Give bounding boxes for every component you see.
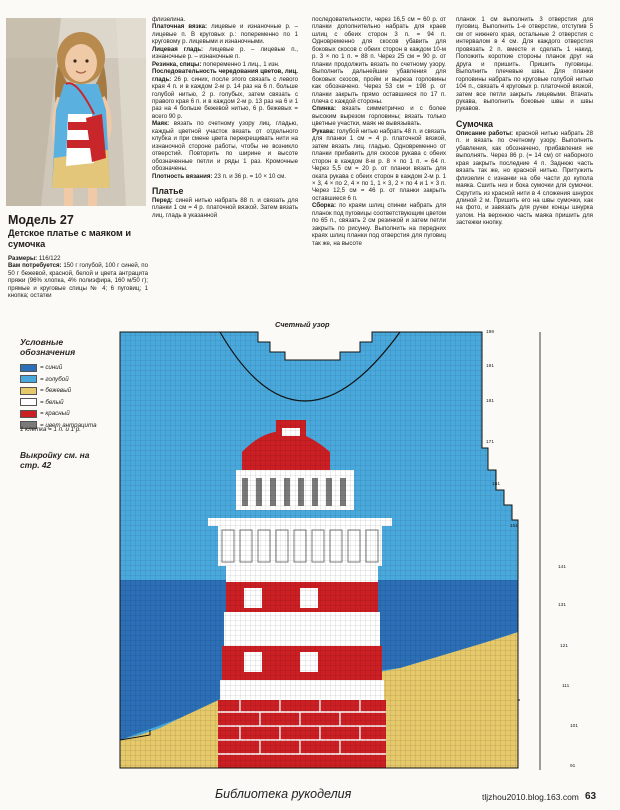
legend-item-anthracite: = цвет антрацита <box>20 420 97 432</box>
paragraph: Перед: синей нитью набрать 88 п. и связать для планки 1 см = 4 р. платочной вязкой. Затем вязать лиц. гладь в указанной <box>152 196 298 219</box>
paragraph-materials: Вам потребуется: 150 г голубой, 100 г синей, по 50 г бежевой, красной, белой и цвета антрацита пряжи (96% хлопка, 4% полиэфира, 160 м/50 г); прямые и круговые спицы № 4; 6 пуговиц; 1 кнопка; остатки <box>8 262 148 300</box>
footer-library: Библиотека рукоделия <box>215 787 352 801</box>
row-label: 198 <box>486 330 495 335</box>
paragraph: Сборка: по краям шлиц спинки набрать для планок под пуговицы соответствующим цветом по 65 п., связать 2 см резинкой и затем петли закрыть по рисунку. Выполнить на передних краях шлиц планки под отверстия для пуговиц так же, на высоте <box>312 202 446 247</box>
legend-item-blue: = синий <box>20 362 97 374</box>
row-label: 141 <box>558 565 567 570</box>
row-label: 111 <box>562 684 570 689</box>
legend-note: 1 клетка = 1 п. и 1 р. <box>20 426 81 433</box>
row-label: 151 <box>510 524 519 529</box>
paragraph: Лицевая гладь: лицевые р. – лицевые п., изнаночные р. – изнаночные п. <box>152 45 298 61</box>
paragraph: флизелина. <box>152 16 186 23</box>
paragraph: планок 1 см выполнить 3 отверстия для пуговиц. Выполнить 1-е отверстие, отступив 5 см от нижнего края, остальные 2 отверстия с интервалом в 4 см. Для каждого отверстия провязать 2 п. вместе и сделать 1 накид. Положить короткие стороны планок друг на друга и пришить. Пришить пуговицы. Выполнить плечевые швы. Для планки горловины набрать по круговые голубой нитью 104 п., связать 4 круговых р. платочной вязкой, затем все петли закрыть лицевыми. Втачать рукава, выполнить боковые швы и швы рукавов. <box>456 16 593 113</box>
section-title-dress: Платье <box>152 185 184 196</box>
model-subtitle: Детское платье с маяком и сумочка <box>8 228 131 249</box>
row-label: 181 <box>486 399 495 404</box>
paragraph-sizes: Размеры: 116/122 <box>8 255 61 262</box>
paragraph: Платочная вязка: лицевые и изнаночные р. – лицевые п. В круговых р.: попеременно по 1 круговому р. лицевыми и изнаночными. <box>152 23 298 46</box>
paragraph: Спинка: вязать симметрично и с более высоким вырезом горловины; вязать только цветные участки, маяк не вывязывать. <box>312 105 446 128</box>
legend-item-beige: = бежевый <box>20 385 97 397</box>
section-title-bag: Сумочка <box>456 118 494 129</box>
footer-site: tljzhou2010.blog.163.com <box>482 792 579 802</box>
row-label: 101 <box>570 724 579 729</box>
paragraph: Маяк: вязать по счетному узору лиц. гладью, каждый цветной участок вязать от отдельного клубка и при смене цвета перекрещивать нити на изнаночной стороне работы, чтобы не возникло отверстий. Повторить по ширине и высоте обозначенные петли и ряды 1 раз. Кромочные обозначены. <box>152 120 298 173</box>
paragraph: последовательности, через 16,5 см = 60 р. от планки дополнительно набрать для краев шлиц с обеих сторон 3 п. = 94 п. Одновременно для скосов убавить для боковых скосов с обеих сторон в каждом 10-м р. 3 × по 1 п. = 88 п. Через 25 см = 90 р. от планки продолжить вязать по счетному узору. Выполнить дальнейшие убавления для боковых скосов, пройм и выреза горловины как обозначено. Через 53 см = 198 р. от планки закрыть прямо оставшиеся по 17 п. плеча с каждой стороны. <box>312 16 446 105</box>
paragraph: Описание работы: красной нитью набрать 28 п. и вязать по счетному узору. Выполнить убавления, как обозначено, прибавления не выполнять. Через 86 р. (= 14 см) от наборного края закрыть последние 4 п. Заднюю часть вязать так же, но красной нитью. Притужить флизелин с изнанки на обе части до купола маяка. Сшить низ и бока сумочки для сумочки. Скрутить из красной нити в 4 сложения шнурок длиной 2 м. Пришить его на швы сумочки, как на фото, и завязать для ручки концы шнурка узлом. На верхнюю часть маяка пришить для застежки кнопку. <box>456 129 593 227</box>
row-label: 171 <box>486 440 495 445</box>
paragraph: Последовательность чередования цветов, лиц. гладь: 26 р. синих, после этого связать с левого края 4 п. и в каждом 2-м р. 14 раз на 6 п. больше голубой нитью, 2 р. голубых, затем связать с правого края 6 п. и в каждом 2-м р. 13 раз на 6 и 1 раз на 4 больше бежевой нитью, 6 р. бежевых = всего 90 р. <box>152 68 298 120</box>
chart-title: Счетный узор <box>275 320 330 329</box>
row-label: 161 <box>492 482 501 487</box>
pattern-reference: Выкройку см. на стр. 42 <box>20 450 90 470</box>
legend-title: Условные обозначения <box>20 337 76 357</box>
paragraph: Плотность вязания: 23 п. и 36 р. = 10 × 10 см. <box>152 172 287 180</box>
page-number: 63 <box>585 791 597 802</box>
row-label: 121 <box>560 644 569 649</box>
legend-item-red: = красный <box>20 408 97 420</box>
row-label: 191 <box>486 364 495 369</box>
legend-item-light-blue: = голубой <box>20 374 97 386</box>
row-label: 91 <box>570 764 576 769</box>
paragraph: Рукава: голубой нитью набрать 48 п. и связать для планки 1 см = 4 р. платочной вязкой, затем вязать лиц. гладью. Одновременно от планки прибавить для скосов рукава с обеих сторон в каждом 8-м р. 8 × по 1 п. = 64 п. Через 5,5 см = 20 р. от планки вязать для оката рукава с обеих сторон в каждом 2-м р. 1 × 3, 4 × по 2, 4 × по 1, 1 × 3, 2 × по 4 и 1 × 3 п. Через 12,5 см = 46 р. от планки закрыть оставшиеся 6 п. <box>312 127 446 202</box>
paragraph: Резинка, спицы: попеременно 1 лиц., 1 изн. <box>152 60 280 68</box>
legend-item-white: = белый <box>20 397 97 409</box>
row-label: 131 <box>558 603 567 608</box>
model-title: Модель 27 <box>8 213 74 227</box>
